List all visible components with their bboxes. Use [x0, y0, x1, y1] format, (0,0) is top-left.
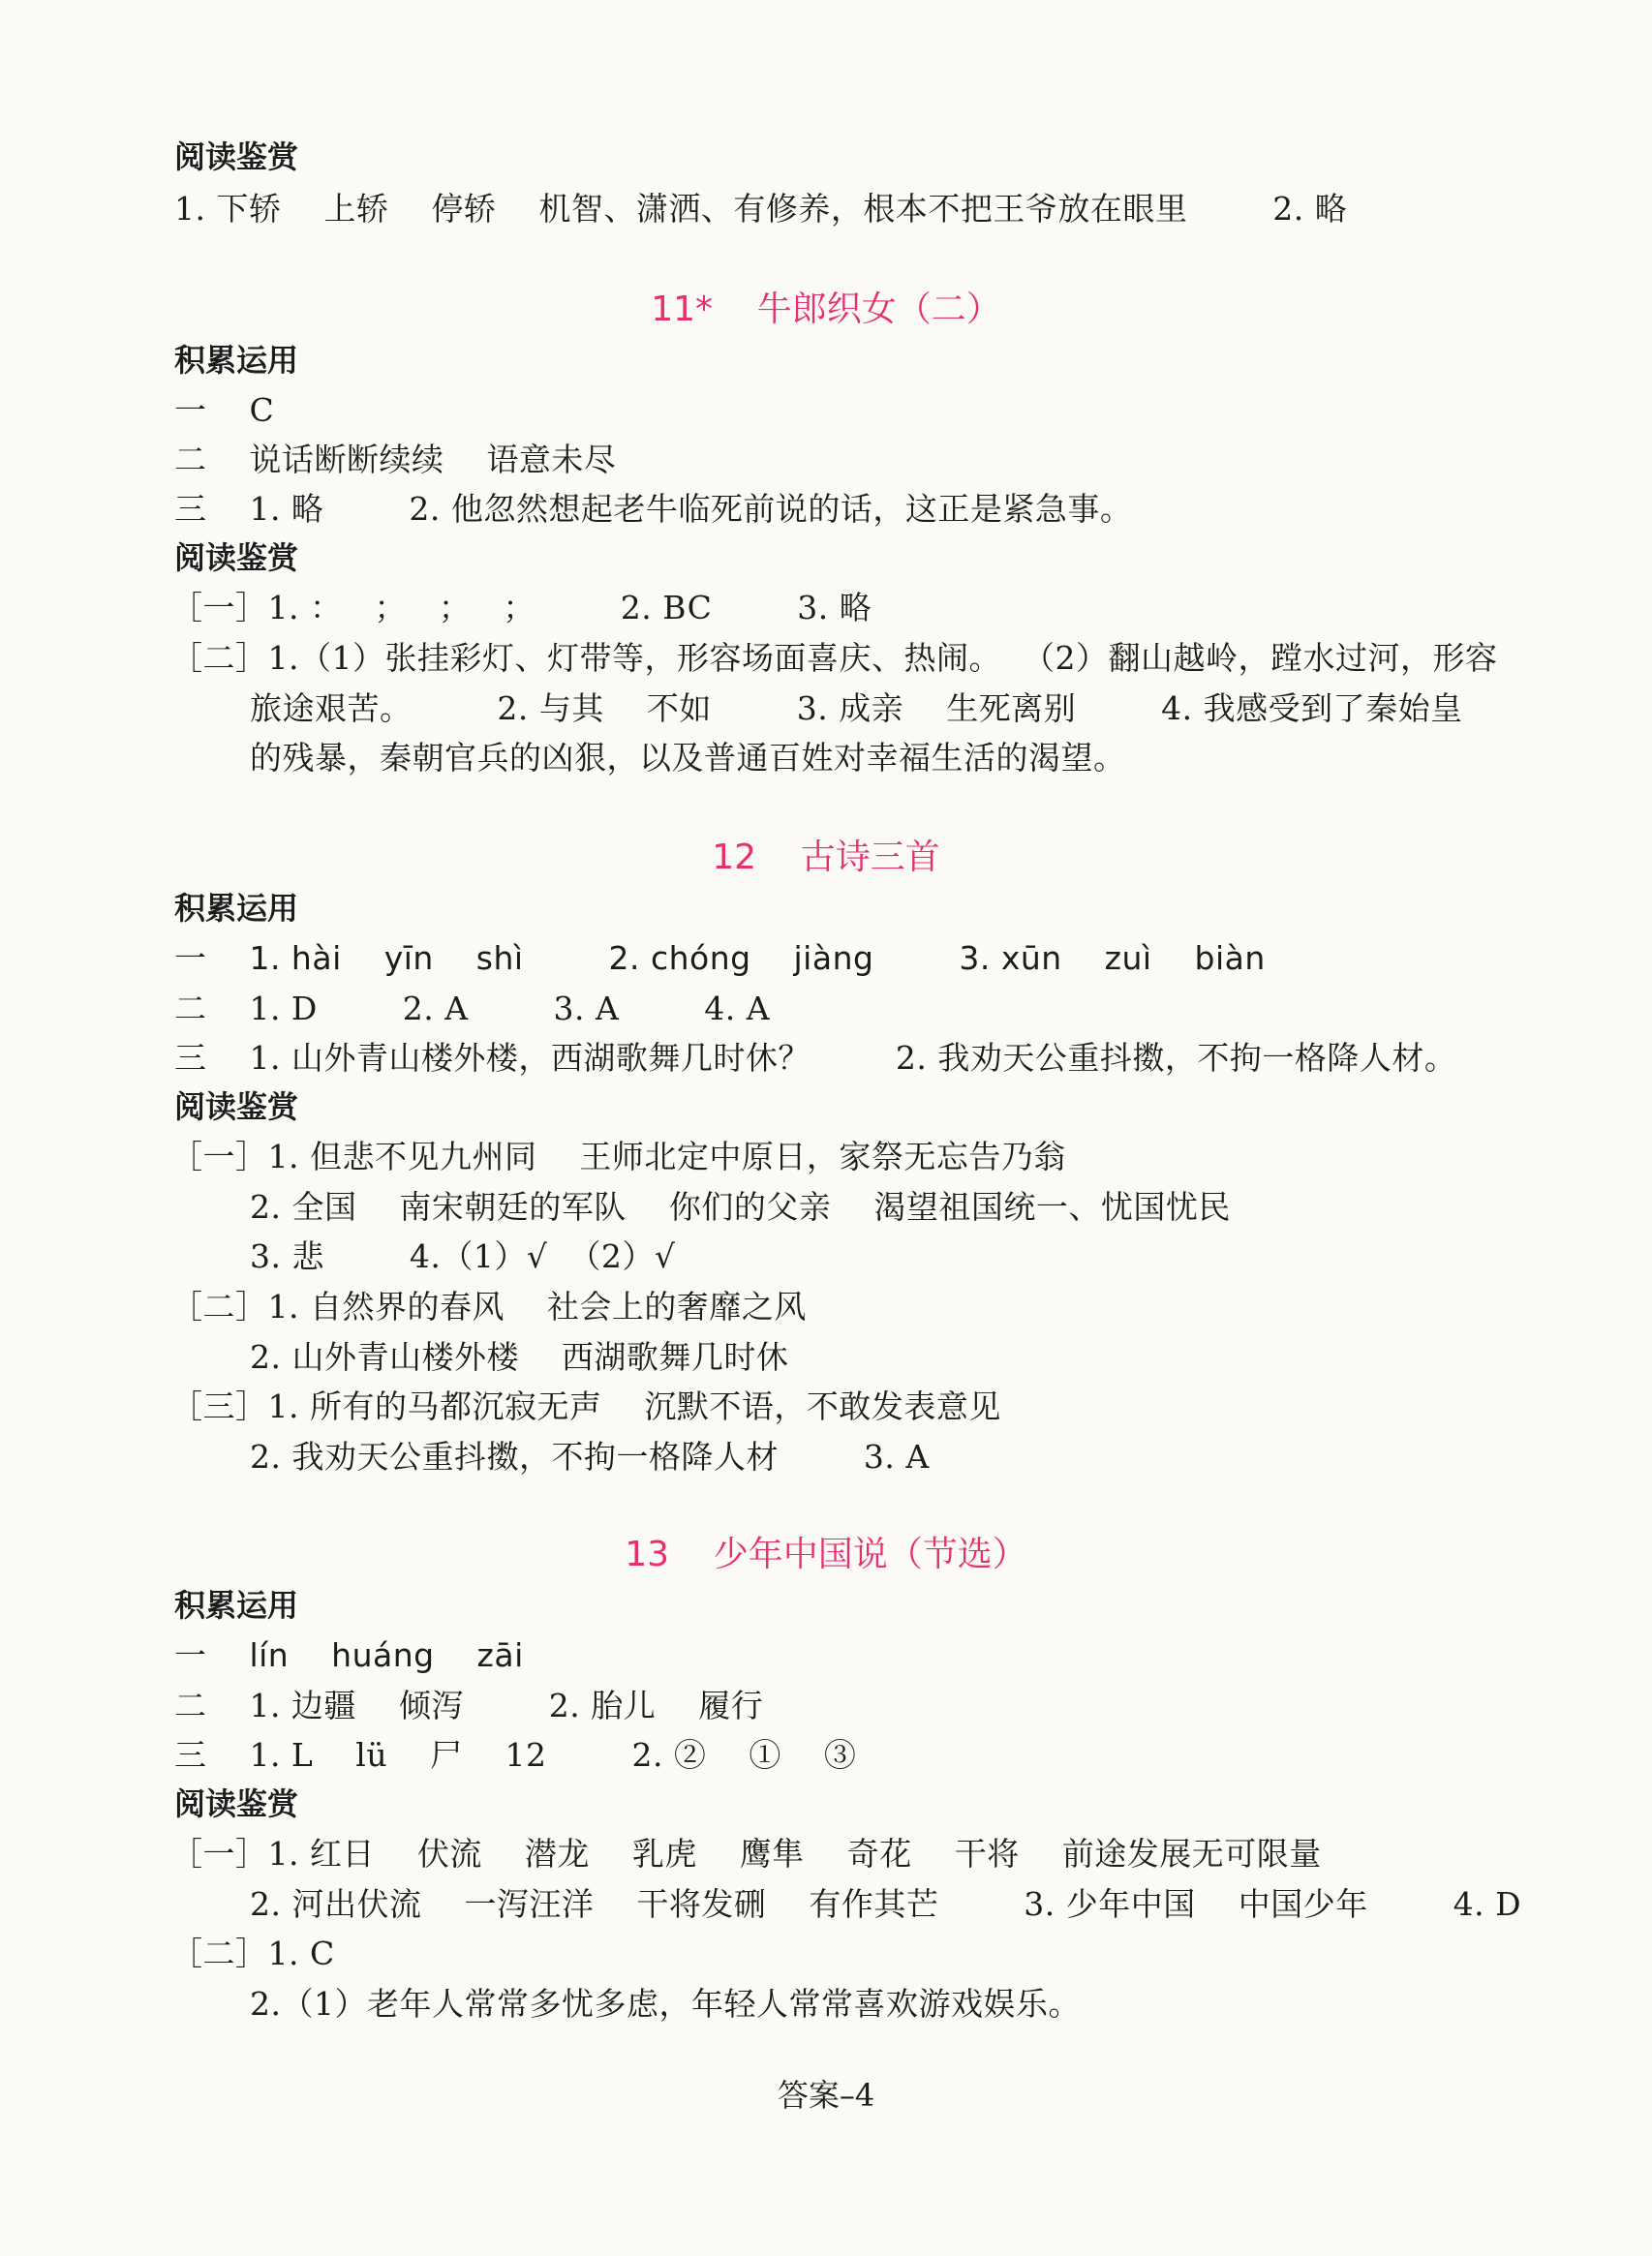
- answer-line: 2. 河出伏流 一泻汪洋 干将发硎 有作其芒 3. 少年中国 中国少年 4. D: [250, 1885, 1522, 1923]
- answer-line: 旅途艰苦。 2. 与其 不如 3. 成亲 生死离别 4. 我感受到了秦始皇: [250, 689, 1463, 727]
- answer-line: 1. 下轿 上轿 停轿 机智、潇洒、有修养，根本不把王爷放在眼里 2. 略: [174, 190, 1348, 228]
- section-heading-reading: 阅读鉴赏: [174, 539, 299, 576]
- answer-line: 二 1. D 2. A 3. A 4. A: [174, 990, 771, 1027]
- answer-line: 二 1. 边疆 倾泻 2. 胎儿 履行: [174, 1687, 764, 1724]
- answer-line: 一 1. hài yīn shì 2. chóng jiàng 3. xūn zuì biàn: [174, 939, 1266, 977]
- answer-line: ［一］1. 红日 伏流 潜龙 乳虎 鹰隼 奇花 干将 前途发展无可限量: [170, 1835, 1322, 1873]
- lesson-title-13: 13 少年中国说（节选）: [625, 1535, 1027, 1574]
- answer-line: 2. 全国 南宋朝廷的军队 你们的父亲 渴望祖国统一、忧国忧民: [250, 1188, 1231, 1226]
- answer-line: ［二］1. 自然界的春风 社会上的奢靡之风: [170, 1288, 807, 1326]
- section-heading-reading: 阅读鉴赏: [174, 138, 299, 175]
- section-heading-accumulation: 积累运用: [174, 342, 299, 379]
- answer-line: 二 说话断断续续 语意未尽: [174, 441, 617, 478]
- section-heading-accumulation: 积累运用: [174, 890, 299, 927]
- answer-line: 3. 悲 4.（1）√ （2）√: [250, 1237, 676, 1275]
- answer-line: 的残暴，秦朝官兵的凶狠，以及普通百姓对幸福生活的渴望。: [250, 739, 1126, 777]
- answer-line: 2.（1）老年人常常多忧多虑，年轻人常常喜欢游戏娱乐。: [250, 1985, 1081, 2023]
- answer-line: 三 1. 略 2. 他忽然想起老牛临死前说的话，这正是紧急事。: [174, 490, 1133, 528]
- answer-line: ［二］1.（1）张挂彩灯、灯带等，形容场面喜庆、热闹。 （2）翻山越岭，蹚水过河，形容: [170, 639, 1498, 677]
- answer-line: ［三］1. 所有的马都沉寂无声 沉默不语，不敢发表意见: [170, 1387, 1001, 1425]
- answer-line: ［一］1. 但悲不见九州同 王师北定中原日，家祭无忘告乃翁: [170, 1138, 1066, 1175]
- section-heading-reading: 阅读鉴赏: [174, 1088, 299, 1125]
- answer-line: 2. 山外青山楼外楼 西湖歌舞几时休: [250, 1338, 789, 1376]
- lesson-title-11: 11* 牛郎织女（二）: [651, 290, 1001, 329]
- answer-line: 一 lín huáng zāi: [174, 1636, 524, 1674]
- answer-line: 2. 我劝天公重抖擞，不拘一格降人材 3. A: [250, 1438, 930, 1476]
- answer-line: 三 1. L lü 尸 12 2. ② ① ③: [174, 1736, 857, 1774]
- answer-line: ［二］1. C: [170, 1935, 335, 1972]
- answer-line: 一 C: [174, 391, 275, 429]
- page-number: 答案–4: [777, 2077, 875, 2114]
- lesson-title-12: 12 古诗三首: [712, 838, 940, 877]
- answer-line: ［一］1. ： ； ； ； 2. BC 3. 略: [170, 589, 872, 626]
- section-heading-reading: 阅读鉴赏: [174, 1785, 299, 1822]
- answer-line: 三 1. 山外青山楼外楼，西湖歌舞几时休？ 2. 我劝天公重抖擞，不拘一格降人材。: [174, 1039, 1457, 1077]
- section-heading-accumulation: 积累运用: [174, 1587, 299, 1624]
